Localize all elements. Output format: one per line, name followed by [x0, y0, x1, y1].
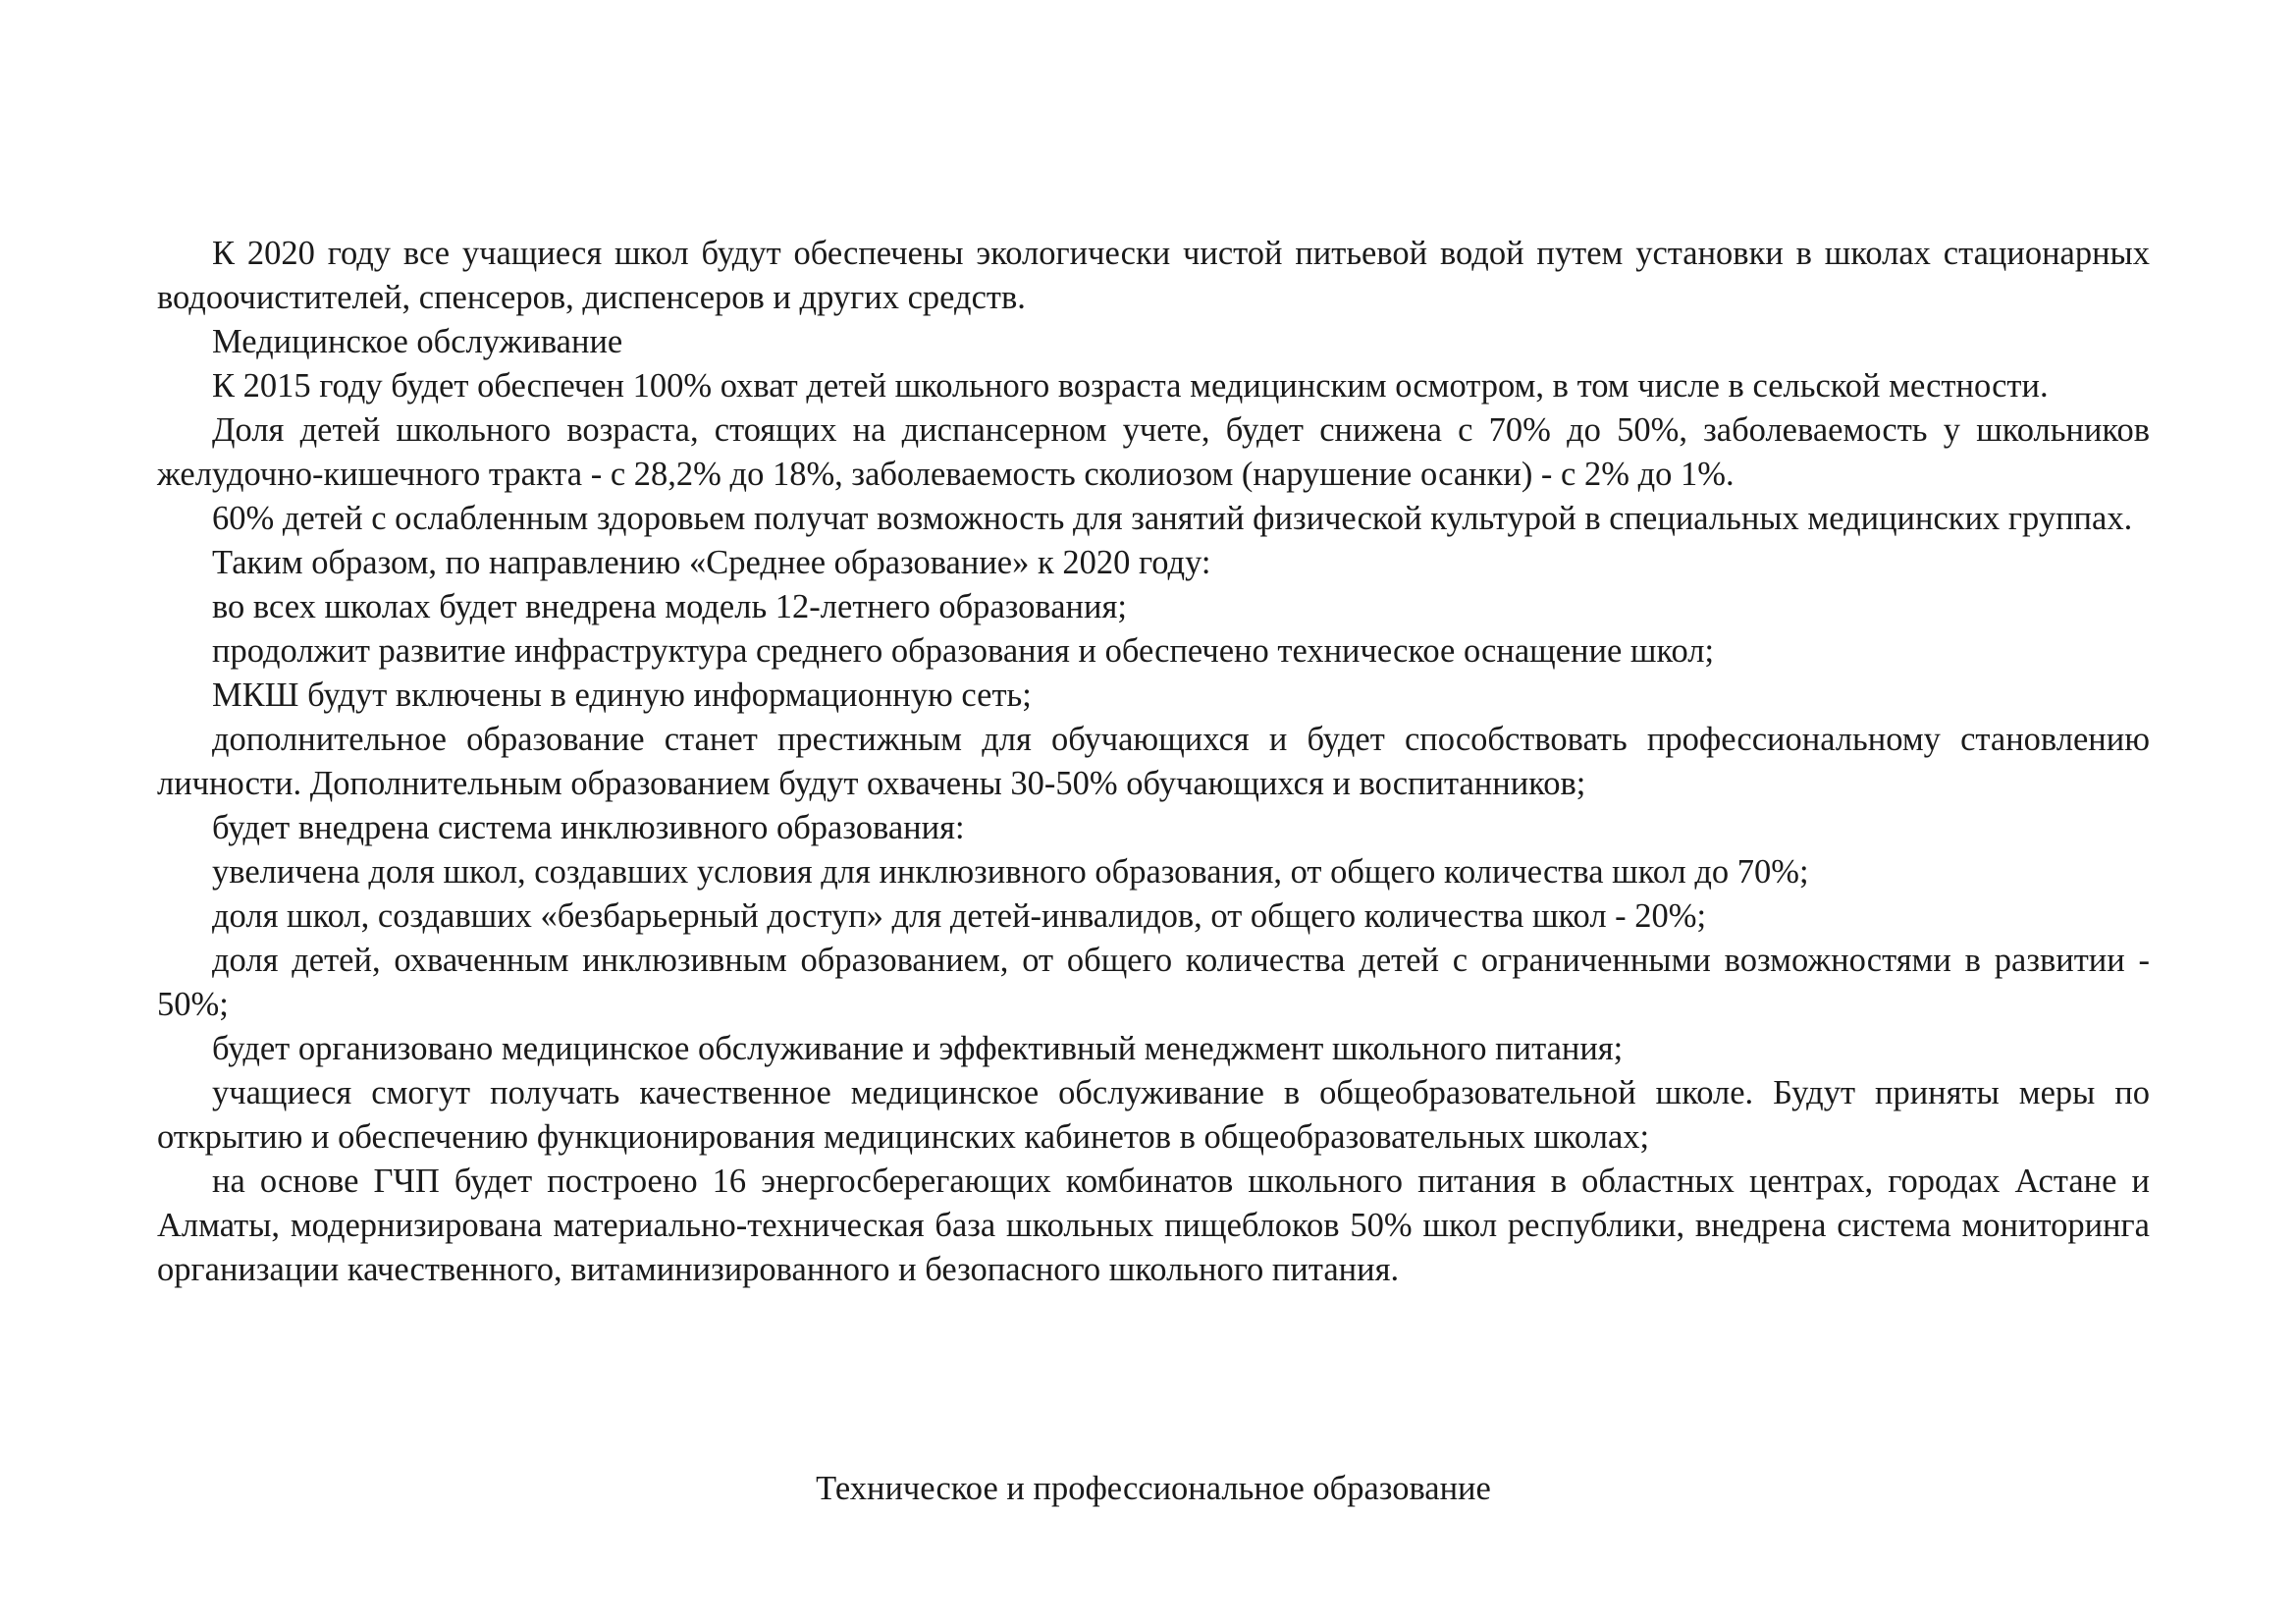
section-heading: Техническое и профессиональное образование — [816, 1470, 1491, 1507]
list-item: будет внедрена система инклюзивного образования: — [212, 809, 965, 846]
list-item: увеличена доля школ, создавших условия для инклюзивного образования, от общего количества школ до 70%; — [212, 853, 1809, 891]
document-body — [157, 232, 2150, 1292]
paragraph-drinking-water: К 2020 году все учащиеся школ будут обеспечены экологически чистой питьевой водой путем установки в школах стационарных водоочистителей, спенсеров, диспенсеров и других средств. — [157, 235, 2150, 316]
list-item: на основе ГЧП будет построено 16 энергосберегающих комбинатов школьного питания в областных центрах, городах Астане и Алматы, модернизирована материально-техническая база школьных пищеблоков 50% школ республики, внедрена система мониторинга организации качественного, витаминизированного и безопасного школьного питания. — [157, 1163, 2150, 1288]
paragraph-summary-intro: Таким образом, по направлению «Среднее образование» к 2020 году: — [212, 544, 1211, 581]
list-item: доля школ, создавших «безбарьерный доступ» для детей-инвалидов, от общего количества школ - 20%; — [212, 897, 1707, 935]
list-item: продолжит развитие инфраструктура среднего образования и обеспечено техническое оснащение школ; — [212, 632, 1715, 670]
list-item: дополнительное образование станет престижным для обучающихся и будет способствовать профессиональному становлению личности. Дополнительным образованием будут охвачены 30-50% обучающихся и воспитанников; — [157, 721, 2150, 802]
paragraph-special-groups: 60% детей с ослабленным здоровьем получат возможность для занятий физической культурой в специальных медицинских группах. — [212, 500, 2133, 537]
list-item: во всех школах будет внедрена модель 12-летнего образования; — [212, 588, 1127, 625]
list-item: будет организовано медицинское обслуживание и эффективный менеджмент школьного питания; — [212, 1030, 1624, 1067]
paragraph-dispensary-share: Доля детей школьного возраста, стоящих на диспансерном учете, будет снижена с 70% до 50%, заболеваемость у школьников желудочно-кишечного тракта - с 28,2% до 18%, заболеваемость сколиозом (нарушение осанки) - с 2% до 1%. — [157, 411, 2150, 493]
paragraph-medical-checkup: К 2015 году будет обеспечен 100% охват детей школьного возраста медицинским осмотром, в том числе в сельской местности. — [212, 367, 2049, 405]
list-item: доля детей, охваченным инклюзивным образованием, от общего количества детей с ограниченными возможностями в развитии - 50%; — [157, 942, 2150, 1023]
list-item: учащиеся смогут получать качественное медицинское обслуживание в общеобразовательной школе. Будут приняты меры по открытию и обеспечению функционирования медицинских кабинетов в общеобразовательных школах; — [157, 1074, 2150, 1156]
subheading-medical-service: Медицинское обслуживание — [212, 323, 623, 360]
list-item: МКШ будут включены в единую информационную сеть; — [212, 676, 1032, 714]
